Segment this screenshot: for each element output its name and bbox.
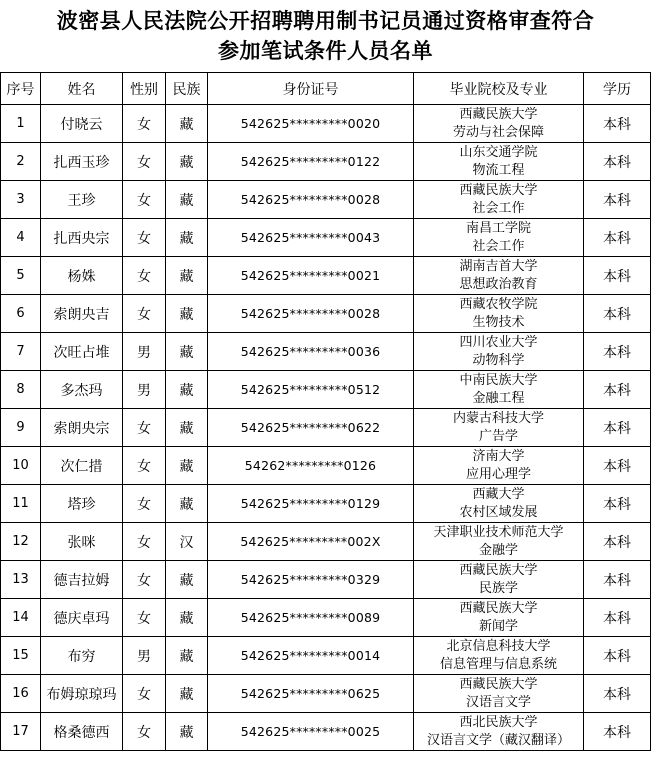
school-name: 西藏大学 xyxy=(472,486,525,502)
school-name: 西藏民族大学 xyxy=(459,676,538,692)
cell-gender: 女 xyxy=(123,713,166,751)
cell-id-number: 542625*********0622 xyxy=(208,409,414,447)
cell-education: 本科 xyxy=(584,561,651,599)
cell-id-number: 542625*********0021 xyxy=(208,257,414,295)
cell-ethnic: 藏 xyxy=(166,105,208,143)
header-edu: 学历 xyxy=(584,73,651,105)
major-name: 社会工作 xyxy=(472,238,525,254)
cell-ethnic: 藏 xyxy=(166,181,208,219)
cell-id-number: 542625*********0129 xyxy=(208,485,414,523)
cell-ethnic: 藏 xyxy=(166,713,208,751)
cell-id-number: 54262*********0126 xyxy=(208,447,414,485)
table-row xyxy=(1,333,651,371)
cell-education: 本科 xyxy=(584,143,651,181)
cell-name: 塔珍 xyxy=(41,485,123,523)
cell-name: 扎西玉珍 xyxy=(41,143,123,181)
cell-seq: 1 xyxy=(1,105,41,143)
cell-seq: 3 xyxy=(1,181,41,219)
cell-name: 王珍 xyxy=(41,181,123,219)
title-line-1: 波密县人民法院公开招聘聘用制书记员通过资格审查符合 xyxy=(56,9,595,33)
cell-gender: 女 xyxy=(123,561,166,599)
header-id: 身份证号 xyxy=(208,73,414,105)
candidate-table xyxy=(0,72,651,751)
cell-ethnic: 藏 xyxy=(166,219,208,257)
major-name: 汉语言文学 xyxy=(465,694,531,710)
cell-ethnic: 藏 xyxy=(166,447,208,485)
table-row xyxy=(1,295,651,333)
document-title xyxy=(0,0,651,72)
header-seq: 序号 xyxy=(1,73,41,105)
cell-gender: 女 xyxy=(123,675,166,713)
header-gender: 性别 xyxy=(123,73,166,105)
school-name: 中南民族大学 xyxy=(459,372,538,388)
cell-gender: 女 xyxy=(123,257,166,295)
cell-name: 格桑德西 xyxy=(41,713,123,751)
cell-id-number: 542625*********0625 xyxy=(208,675,414,713)
cell-name: 索朗央吉 xyxy=(41,295,123,333)
cell-name: 次旺占堆 xyxy=(41,333,123,371)
cell-ethnic: 藏 xyxy=(166,371,208,409)
cell-education: 本科 xyxy=(584,523,651,561)
cell-school-major xyxy=(414,333,584,371)
cell-gender: 女 xyxy=(123,105,166,143)
major-name: 思想政治教育 xyxy=(459,276,538,292)
cell-gender: 女 xyxy=(123,143,166,181)
cell-seq: 6 xyxy=(1,295,41,333)
cell-school-major xyxy=(414,637,584,675)
school-name: 北京信息科技大学 xyxy=(446,638,551,654)
cell-ethnic: 汉 xyxy=(166,523,208,561)
major-name: 动物科学 xyxy=(472,352,525,368)
major-name: 社会工作 xyxy=(472,200,525,216)
cell-name: 布穷 xyxy=(41,637,123,675)
cell-education: 本科 xyxy=(584,599,651,637)
school-name: 西藏民族大学 xyxy=(459,600,538,616)
cell-school-major xyxy=(414,447,584,485)
cell-school-major xyxy=(414,181,584,219)
major-name: 民族学 xyxy=(478,580,518,596)
major-name: 应用心理学 xyxy=(465,466,531,482)
cell-seq: 8 xyxy=(1,371,41,409)
cell-education: 本科 xyxy=(584,713,651,751)
table-row xyxy=(1,447,651,485)
cell-seq: 14 xyxy=(1,599,41,637)
school-name: 西藏农牧学院 xyxy=(459,296,538,312)
cell-gender: 女 xyxy=(123,599,166,637)
cell-gender: 男 xyxy=(123,371,166,409)
cell-id-number: 542625*********0089 xyxy=(208,599,414,637)
table-row xyxy=(1,181,651,219)
cell-seq: 17 xyxy=(1,713,41,751)
school-name: 西藏民族大学 xyxy=(459,106,538,122)
cell-gender: 女 xyxy=(123,409,166,447)
school-name: 山东交通学院 xyxy=(459,144,538,160)
header-name: 姓名 xyxy=(41,73,123,105)
header-ethnic: 民族 xyxy=(166,73,208,105)
cell-seq: 15 xyxy=(1,637,41,675)
cell-name: 德庆卓玛 xyxy=(41,599,123,637)
cell-ethnic: 藏 xyxy=(166,561,208,599)
cell-school-major xyxy=(414,371,584,409)
school-name: 西藏民族大学 xyxy=(459,182,538,198)
cell-school-major xyxy=(414,675,584,713)
cell-education: 本科 xyxy=(584,485,651,523)
major-name: 金融学 xyxy=(478,542,518,558)
table-row xyxy=(1,485,651,523)
cell-school-major xyxy=(414,409,584,447)
table-row xyxy=(1,637,651,675)
cell-seq: 4 xyxy=(1,219,41,257)
cell-education: 本科 xyxy=(584,295,651,333)
cell-gender: 女 xyxy=(123,295,166,333)
cell-id-number: 542625*********0028 xyxy=(208,181,414,219)
major-name: 广告学 xyxy=(478,428,518,444)
cell-id-number: 542625*********0329 xyxy=(208,561,414,599)
cell-seq: 12 xyxy=(1,523,41,561)
major-name: 金融工程 xyxy=(472,390,525,406)
cell-school-major xyxy=(414,143,584,181)
cell-education: 本科 xyxy=(584,257,651,295)
cell-id-number: 542625*********0036 xyxy=(208,333,414,371)
cell-ethnic: 藏 xyxy=(166,599,208,637)
cell-gender: 女 xyxy=(123,485,166,523)
cell-gender: 女 xyxy=(123,523,166,561)
school-name: 天津职业技术师范大学 xyxy=(433,524,564,540)
cell-education: 本科 xyxy=(584,333,651,371)
cell-seq: 2 xyxy=(1,143,41,181)
table-row xyxy=(1,257,651,295)
school-name: 南昌工学院 xyxy=(465,220,531,236)
cell-seq: 10 xyxy=(1,447,41,485)
cell-school-major xyxy=(414,295,584,333)
table-row xyxy=(1,105,651,143)
cell-school-major xyxy=(414,713,584,751)
major-name: 物流工程 xyxy=(472,162,525,178)
cell-ethnic: 藏 xyxy=(166,333,208,371)
title-line-2: 参加笔试条件人员名单 xyxy=(218,39,433,63)
cell-school-major xyxy=(414,105,584,143)
cell-id-number: 542625*********0020 xyxy=(208,105,414,143)
table-row xyxy=(1,561,651,599)
cell-school-major xyxy=(414,599,584,637)
cell-id-number: 542625*********002X xyxy=(208,523,414,561)
cell-name: 德吉拉姆 xyxy=(41,561,123,599)
cell-education: 本科 xyxy=(584,219,651,257)
cell-education: 本科 xyxy=(584,675,651,713)
table-row xyxy=(1,409,651,447)
header-school: 毕业院校及专业 xyxy=(414,73,584,105)
cell-name: 扎西央宗 xyxy=(41,219,123,257)
cell-seq: 5 xyxy=(1,257,41,295)
cell-seq: 16 xyxy=(1,675,41,713)
major-name: 汉语言文学（藏汉翻译） xyxy=(426,732,570,748)
cell-name: 张咪 xyxy=(41,523,123,561)
cell-gender: 女 xyxy=(123,447,166,485)
cell-ethnic: 藏 xyxy=(166,637,208,675)
cell-ethnic: 藏 xyxy=(166,143,208,181)
cell-gender: 男 xyxy=(123,333,166,371)
major-name: 信息管理与信息系统 xyxy=(439,656,557,672)
cell-education: 本科 xyxy=(584,371,651,409)
school-name: 四川农业大学 xyxy=(459,334,538,350)
major-name: 农村区域发展 xyxy=(459,504,538,520)
cell-ethnic: 藏 xyxy=(166,257,208,295)
cell-id-number: 542625*********0028 xyxy=(208,295,414,333)
table-row xyxy=(1,713,651,751)
cell-school-major xyxy=(414,561,584,599)
table-row xyxy=(1,675,651,713)
cell-name: 索朗央宗 xyxy=(41,409,123,447)
cell-seq: 9 xyxy=(1,409,41,447)
cell-education: 本科 xyxy=(584,409,651,447)
cell-school-major xyxy=(414,219,584,257)
cell-education: 本科 xyxy=(584,181,651,219)
school-name: 湖南吉首大学 xyxy=(459,258,538,274)
cell-id-number: 542625*********0122 xyxy=(208,143,414,181)
cell-name: 多杰玛 xyxy=(41,371,123,409)
cell-education: 本科 xyxy=(584,447,651,485)
major-name: 生物技术 xyxy=(472,314,525,330)
cell-id-number: 542625*********0512 xyxy=(208,371,414,409)
cell-name: 付晓云 xyxy=(41,105,123,143)
cell-school-major xyxy=(414,257,584,295)
cell-id-number: 542625*********0025 xyxy=(208,713,414,751)
cell-gender: 女 xyxy=(123,181,166,219)
cell-name: 布姆琼琼玛 xyxy=(41,675,123,713)
cell-school-major xyxy=(414,485,584,523)
major-name: 新闻学 xyxy=(478,618,518,634)
cell-ethnic: 藏 xyxy=(166,409,208,447)
header-row xyxy=(1,73,651,105)
table-row xyxy=(1,219,651,257)
table-row xyxy=(1,523,651,561)
cell-name: 杨姝 xyxy=(41,257,123,295)
cell-education: 本科 xyxy=(584,105,651,143)
cell-ethnic: 藏 xyxy=(166,485,208,523)
cell-gender: 男 xyxy=(123,637,166,675)
cell-id-number: 542625*********0014 xyxy=(208,637,414,675)
cell-ethnic: 藏 xyxy=(166,295,208,333)
school-name: 济南大学 xyxy=(472,448,525,464)
table-row xyxy=(1,371,651,409)
major-name: 劳动与社会保障 xyxy=(452,124,544,140)
cell-gender: 女 xyxy=(123,219,166,257)
table-row xyxy=(1,143,651,181)
cell-name: 次仁措 xyxy=(41,447,123,485)
cell-ethnic: 藏 xyxy=(166,675,208,713)
table-body xyxy=(1,105,651,751)
cell-education: 本科 xyxy=(584,637,651,675)
cell-seq: 11 xyxy=(1,485,41,523)
school-name: 西藏民族大学 xyxy=(459,562,538,578)
school-name: 内蒙古科技大学 xyxy=(452,410,544,426)
cell-seq: 7 xyxy=(1,333,41,371)
cell-school-major xyxy=(414,523,584,561)
table-row xyxy=(1,599,651,637)
cell-id-number: 542625*********0043 xyxy=(208,219,414,257)
cell-seq: 13 xyxy=(1,561,41,599)
school-name: 西北民族大学 xyxy=(459,714,538,730)
